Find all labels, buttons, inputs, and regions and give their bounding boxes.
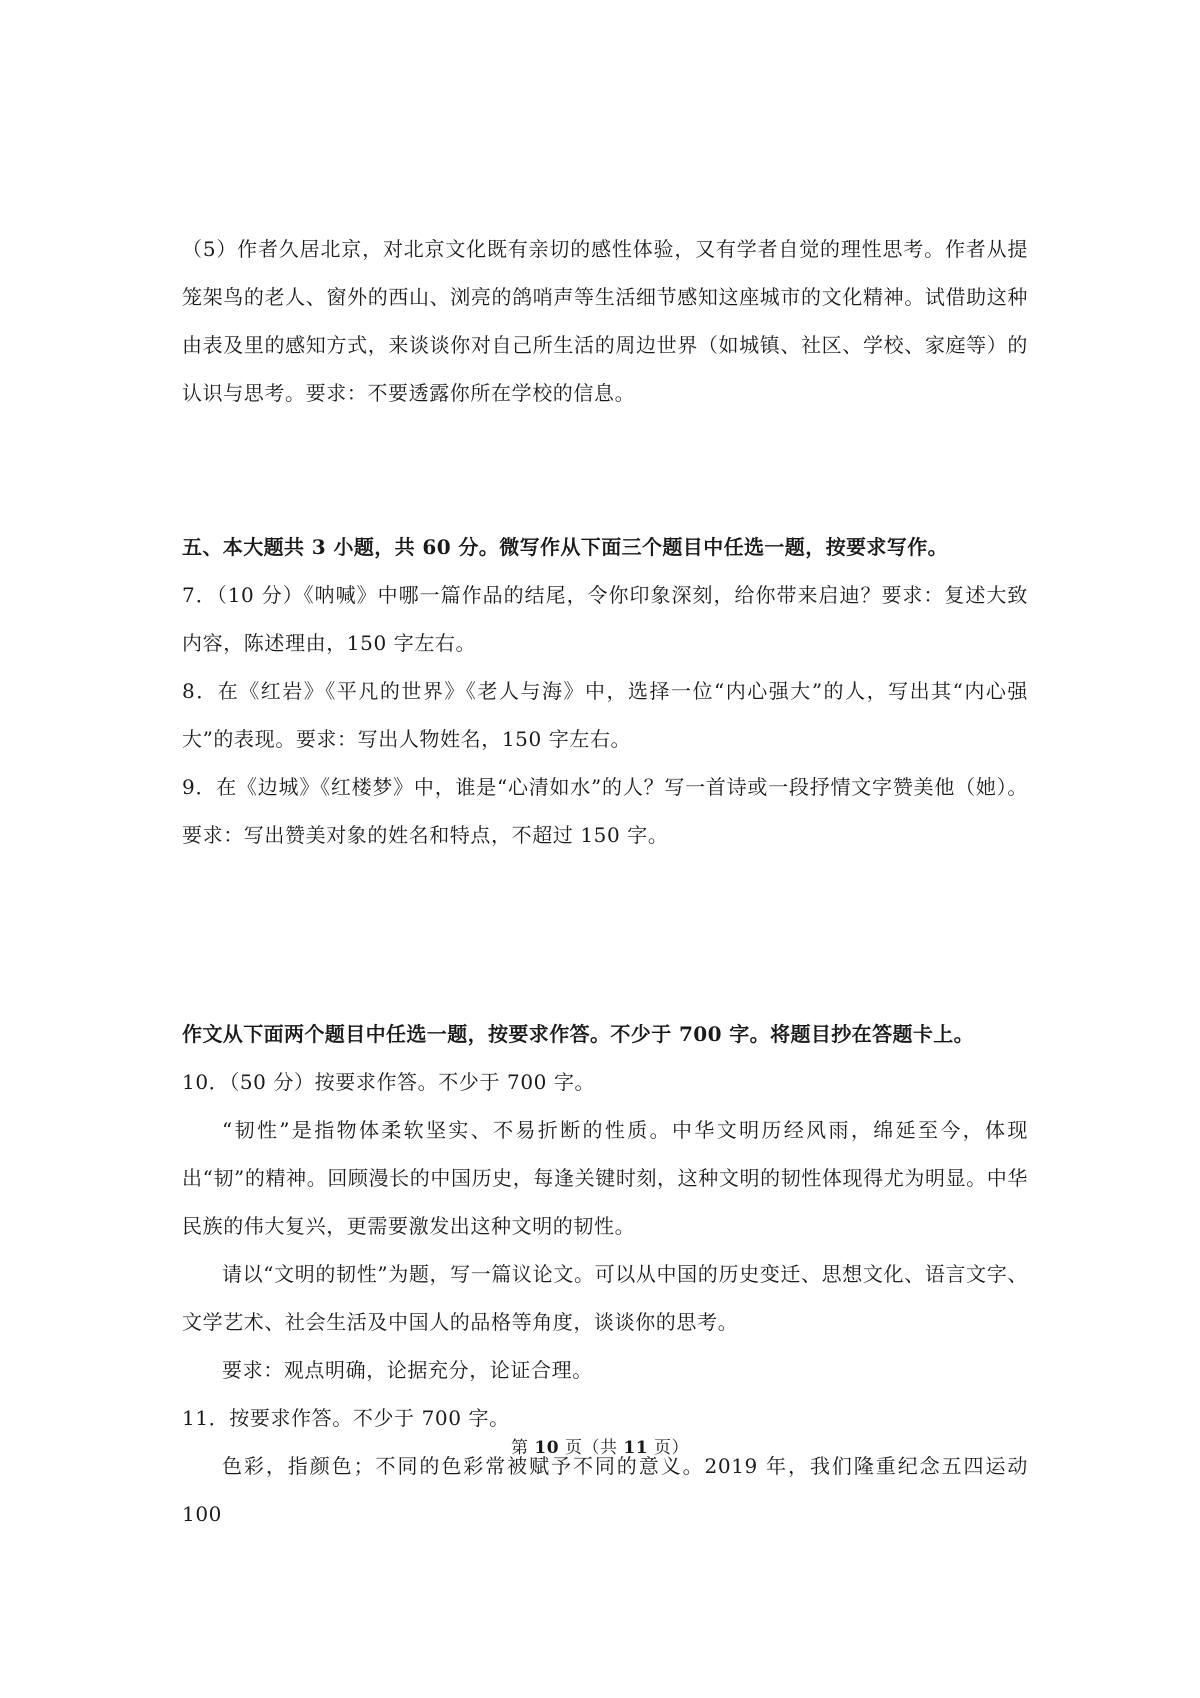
section-5-block (182, 523, 1028, 859)
section-5-heading: 五、本大题共 3 小题，共 60 分。微写作从下面三个题目中任选一题，按要求写作。 (182, 535, 948, 559)
question-5-text: （5）作者久居北京，对北京文化既有亲切的感性体验，又有学者自觉的理性思考。作者从提笼架鸟的老人、窗外的西山、浏亮的鸽哨声等生活细节感知这座城市的文化精神。试借助这种由表及里的感知方式，来谈谈你对自己所生活的周边世界（如城镇、社区、学校、家庭等）的认识与思考。要求：不要透露你所在学校的信息。 (182, 237, 1028, 405)
question-11-title: 11．按要求作答。不少于 700 字。 (182, 1406, 510, 1430)
question-9-text: 9．在《边城》《红楼梦》中，谁是“心清如水”的人？写一首诗或一段抒情文字赞美他（她）。要求：写出赞美对象的姓名和特点，不超过 150 字。 (182, 775, 1028, 847)
question-8-text: 8．在《红岩》《平凡的世界》《老人与海》中，选择一位“内心强大”的人，写出其“内心强大”的表现。要求：写出人物姓名，150 字左右。 (182, 679, 1028, 751)
footer-page-number: 10 (534, 1438, 560, 1458)
question-10-paragraph-2: 请以“文明的韧性”为题，写一篇议论文。可以从中国的历史变迁、思想文化、语言文字、文学艺术、社会生活及中国人的品格等角度，谈谈你的思考。 (182, 1262, 1028, 1334)
question-7-text: 7．（10 分）《呐喊》中哪一篇作品的结尾，令你印象深刻，给你带来启迪？要求：复述大致内容，陈述理由，150 字左右。 (182, 583, 1028, 655)
footer-total-pages: 11 (623, 1438, 649, 1458)
essay-heading: 作文从下面两个题目中任选一题，按要求作答。不少于 700 字。将题目抄在答题卡上。 (182, 1022, 975, 1046)
footer-prefix: 第 (511, 1438, 529, 1458)
question-5-block (182, 225, 1028, 417)
question-11-paragraph-1: 色彩，指颜色；不同的色彩常被赋予不同的意义。2019 年，我们隆重纪念五四运动 100 (182, 1454, 1028, 1526)
question-10-title: 10．（50 分）按要求作答。不少于 700 字。 (182, 1070, 596, 1094)
question-10-paragraph-1: “韧性”是指物体柔软坚实、不易折断的性质。中华文明历经风雨，绵延至今，体现出“韧”的精神。回顾漫长的中国历史，每逢关键时刻，这种文明的韧性体现得尤为明显。中华民族的伟大复兴，更需要激发出这种文明的韧性。 (182, 1118, 1028, 1238)
footer-suffix: 页） (653, 1438, 689, 1458)
question-10-requirement: 要求：观点明确，论据充分，论证合理。 (222, 1358, 593, 1382)
page-footer (0, 1436, 1200, 1460)
footer-middle: 页（共 (565, 1438, 618, 1458)
